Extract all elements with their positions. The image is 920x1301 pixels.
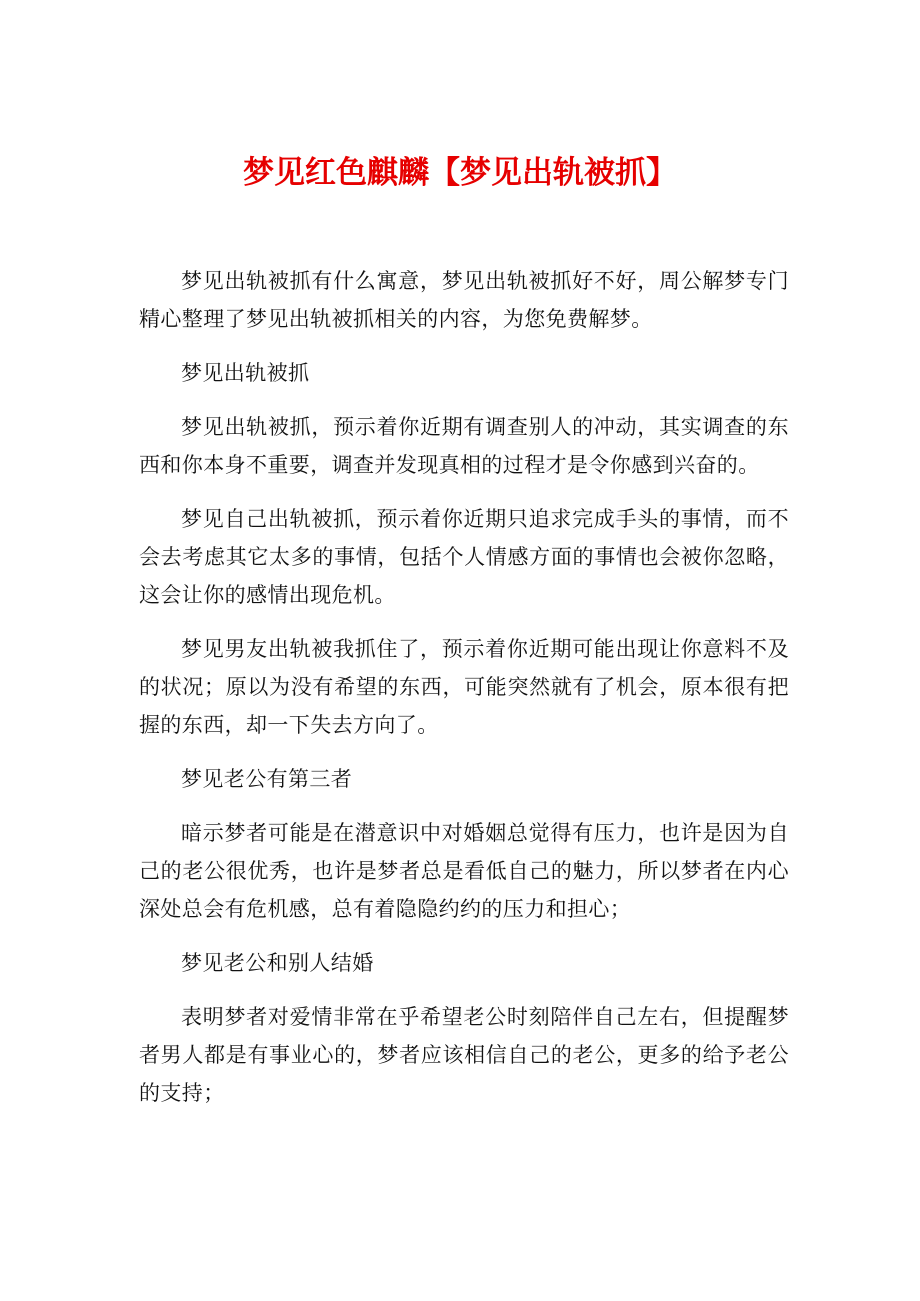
section-heading: 梦见老公和别人结婚 (181, 951, 374, 975)
body-paragraph: 梦见男友出轨被我抓住了，预示着你近期可能出现让你意料不及的状况；原以为没有希望的东西，可能突然就有了机会，原本很有把握的东西，却一下失去方向了。 (139, 637, 789, 737)
body-paragraph: 暗示梦者可能是在潜意识中对婚姻总觉得有压力，也许是因为自己的老公很优秀，也许是梦者总是看低自己的魅力，所以梦者在内心深处总会有危机感，总有着隐隐约约的压力和担心； (139, 821, 789, 921)
section-heading: 梦见出轨被抓 (181, 361, 310, 385)
body-paragraph: 表明梦者对爱情非常在乎希望老公时刻陪伴自己左右，但提醒梦者男人都是有事业心的，梦者应该相信自己的老公，更多的给予老公的支持； (139, 1005, 789, 1105)
body-paragraph: 梦见自己出轨被抓，预示着你近期只追求完成手头的事情，而不会去考虑其它太多的事情，包括个人情感方面的事情也会被你忽略，这会让你的感情出现危机。 (139, 507, 789, 607)
page-title: 梦见红色麒麟【梦见出轨被抓】 (243, 155, 677, 191)
section-heading: 梦见老公有第三者 (181, 767, 353, 791)
article-body (139, 262, 789, 1128)
body-paragraph: 梦见出轨被抓，预示着你近期有调查别人的冲动，其实调查的东西和你本身不重要，调查并发现真相的过程才是令你感到兴奋的。 (139, 415, 789, 477)
intro-paragraph: 梦见出轨被抓有什么寓意，梦见出轨被抓好不好，周公解梦专门精心整理了梦见出轨被抓相关的内容，为您免费解梦。 (139, 269, 789, 331)
